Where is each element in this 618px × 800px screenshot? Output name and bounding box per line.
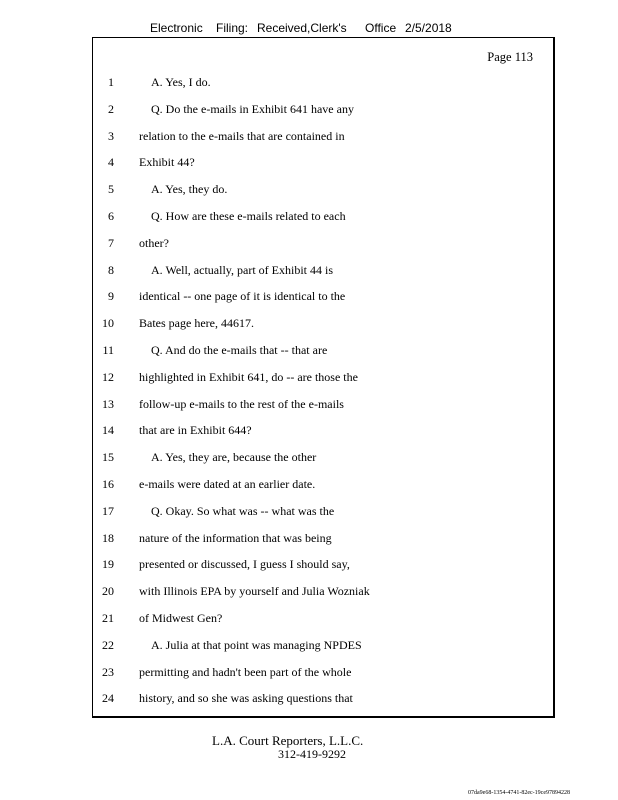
- filing-header-word: Filing:: [216, 21, 249, 35]
- line-text: Q. How are these e-mails related to each: [151, 209, 346, 223]
- transcript-line: [93, 397, 553, 413]
- line-number: 19: [102, 557, 114, 572]
- line-number: 14: [102, 423, 114, 438]
- transcript-line: [93, 638, 553, 654]
- line-text: Q. Okay. So what was -- what was the: [151, 503, 335, 518]
- transcript-line: [93, 665, 553, 681]
- reporter-phone: 312-419-9292: [278, 747, 346, 761]
- line-number: 1: [108, 75, 114, 89]
- line-number: 6: [108, 209, 114, 223]
- line-text: A. Yes, I do.: [151, 75, 211, 89]
- transcript-line: [93, 75, 553, 91]
- line-text: A. Yes, they are, because the other: [151, 450, 317, 465]
- line-number: 2: [108, 101, 114, 116]
- filing-date: 2/5/2018: [405, 21, 452, 35]
- transcript-line: [93, 129, 553, 145]
- line-text: relation to the e-mails that are contained in: [139, 128, 345, 143]
- line-text: presented or discussed, I guess I should say,: [139, 557, 350, 572]
- line-number: 23: [102, 664, 114, 679]
- filing-header: [150, 21, 452, 35]
- line-number: 10: [102, 316, 114, 331]
- filing-header-word: Office: [365, 21, 397, 35]
- line-text: Bates page here, 44617.: [139, 316, 254, 331]
- line-number: 7: [108, 235, 114, 250]
- transcript-line: [93, 450, 553, 466]
- transcript-line: [93, 343, 553, 359]
- line-number: 4: [108, 155, 114, 170]
- line-text: A. Julia at that point was managing NPDES: [151, 637, 362, 652]
- transcript-line: [93, 423, 553, 439]
- transcript-line: [93, 263, 553, 279]
- line-number: 3: [108, 128, 114, 143]
- line-text: Q. Do the e-mails in Exhibit 641 have any: [151, 101, 354, 116]
- transcript-line: [93, 289, 553, 305]
- transcript-line: [93, 557, 553, 573]
- line-number: 16: [102, 477, 114, 491]
- line-text: Exhibit 44?: [139, 155, 195, 170]
- transcript-line: [93, 236, 553, 252]
- line-number: 13: [102, 396, 114, 411]
- transcript-line: [93, 504, 553, 520]
- line-number: 21: [102, 611, 114, 625]
- line-number: 8: [108, 262, 114, 277]
- line-text: identical -- one page of it is identical to the: [139, 289, 346, 304]
- line-number: 22: [102, 637, 114, 652]
- transcript-line: [93, 370, 553, 386]
- transcript-line: [93, 477, 553, 493]
- line-text: highlighted in Exhibit 641, do -- are those the: [139, 369, 358, 384]
- line-number: 17: [102, 503, 114, 518]
- transcript-line: [93, 316, 553, 332]
- filing-header-word: Electronic: [150, 21, 203, 35]
- line-number: 9: [108, 289, 114, 304]
- line-text: other?: [139, 235, 169, 250]
- line-number: 11: [102, 343, 114, 357]
- line-text: permitting and hadn't been part of the whole: [139, 664, 352, 679]
- line-number: 5: [108, 182, 114, 197]
- page-number: Page 113: [487, 50, 533, 64]
- line-text: history, and so she was asking questions that: [139, 691, 353, 706]
- line-text: nature of the information that was being: [139, 530, 332, 545]
- document-id: 07da9e68-1354-4741-82ec-19ce97894228: [468, 790, 570, 796]
- line-number: 15: [102, 450, 114, 465]
- line-text: e-mails were dated at an earlier date.: [139, 477, 316, 491]
- line-number: 20: [102, 584, 114, 599]
- line-text: Q. And do the e-mails that -- that are: [151, 343, 328, 357]
- transcript-line: [93, 209, 553, 225]
- line-number: 24: [102, 691, 114, 706]
- transcript-line: [93, 584, 553, 600]
- reporter-name: L.A. Court Reporters, L.L.C.: [212, 733, 364, 748]
- line-text: follow-up e-mails to the rest of the e-mails: [139, 396, 344, 411]
- transcript-line: [93, 531, 553, 547]
- transcript-page: [92, 37, 555, 718]
- transcript-line: [93, 691, 553, 707]
- transcript-line: [93, 155, 553, 171]
- line-text: with Illinois EPA by yourself and Julia Wozniak: [139, 584, 370, 599]
- line-text: of Midwest Gen?: [139, 611, 223, 625]
- line-text: that are in Exhibit 644?: [139, 423, 252, 438]
- line-text: A. Yes, they do.: [151, 182, 228, 197]
- transcript-line: [93, 182, 553, 198]
- line-text: A. Well, actually, part of Exhibit 44 is: [151, 262, 333, 277]
- line-number: 12: [102, 369, 114, 384]
- filing-header-word: Received,Clerk's: [257, 21, 347, 35]
- transcript-line: [93, 102, 553, 118]
- transcript-line: [93, 611, 553, 627]
- line-number: 18: [102, 530, 114, 545]
